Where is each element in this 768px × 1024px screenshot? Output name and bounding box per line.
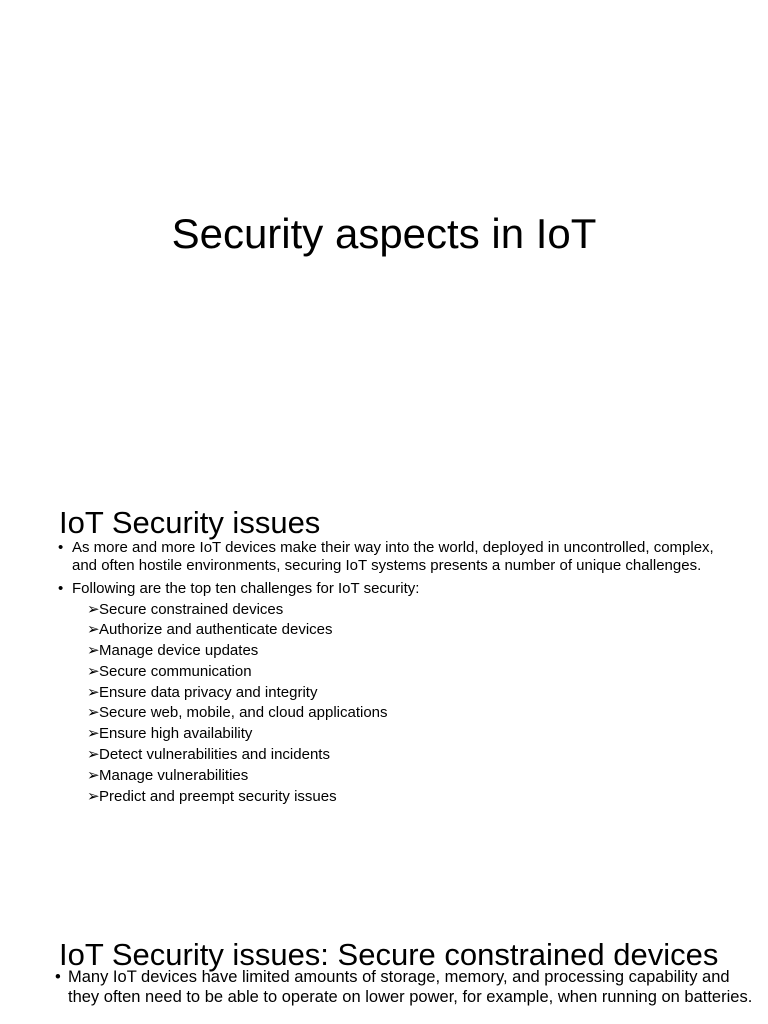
challenge-text: Manage device updates (99, 642, 259, 660)
challenge-text: Secure constrained devices (99, 600, 284, 618)
challenge-item (87, 683, 738, 704)
challenge-text: Secure web, mobile, and cloud applications (99, 704, 388, 722)
challenge-text: Authorize and authenticate devices (99, 621, 333, 639)
challenge-item (87, 600, 738, 621)
challenge-text: Secure communication (99, 662, 252, 680)
challenge-text: Ensure data privacy and integrity (99, 683, 318, 701)
bullet-text: Many IoT devices have limited amounts of storage, memory, and processing capability and they often need to be able to operate on lower power, for example, when running on batteries. (68, 968, 753, 1006)
bullet-list (58, 539, 738, 813)
bullet-item (58, 539, 738, 574)
challenge-text: Predict and preempt security issues (99, 787, 337, 805)
arrow-bullet-icon: ➢ (87, 600, 100, 618)
slide-secure-constrained-devices (0, 888, 768, 1024)
challenge-text: Manage vulnerabilities (99, 766, 249, 784)
presentation-title: Security aspects in IoT (171, 210, 597, 258)
bullet-text: Following are the top ten challenges for IoT security: (72, 580, 420, 597)
challenge-text: Detect vulnerabilities and incidents (99, 746, 330, 764)
arrow-bullet-icon: ➢ (87, 787, 100, 805)
arrow-bullet-icon: ➢ (87, 621, 100, 639)
slide-heading: IoT Security issues (59, 504, 321, 540)
arrow-bullet-icon: ➢ (87, 683, 100, 701)
bullet-text: As more and more IoT devices make their way into the world, deployed in uncontrolled, complex, and often hostile environments, securing IoT systems presents a number of unique challenges. (72, 539, 714, 574)
challenge-item (87, 620, 738, 641)
slide-heading: IoT Security issues: Secure constrained devices (59, 936, 719, 972)
arrow-bullet-icon: ➢ (87, 725, 100, 743)
challenge-text: Ensure high availability (99, 725, 253, 743)
bullet-dot: • (58, 580, 64, 597)
bullet-list (55, 967, 755, 1013)
challenge-item (87, 703, 738, 724)
bullet-item (55, 967, 755, 1007)
bullet-item (58, 580, 738, 807)
challenge-item (87, 662, 738, 683)
arrow-bullet-icon: ➢ (87, 766, 100, 784)
arrow-bullet-icon: ➢ (87, 704, 100, 722)
challenge-item (87, 787, 738, 808)
bullet-dot: • (58, 539, 64, 556)
challenge-list (72, 600, 738, 808)
challenge-item (87, 766, 738, 787)
arrow-bullet-icon: ➢ (87, 662, 100, 680)
arrow-bullet-icon: ➢ (87, 642, 100, 660)
slide-iot-security-issues (0, 444, 768, 876)
arrow-bullet-icon: ➢ (87, 746, 100, 764)
challenge-item (87, 745, 738, 766)
challenge-item (87, 641, 738, 662)
challenge-item (87, 724, 738, 745)
slide-title (0, 0, 768, 432)
bullet-dot: • (55, 968, 61, 986)
